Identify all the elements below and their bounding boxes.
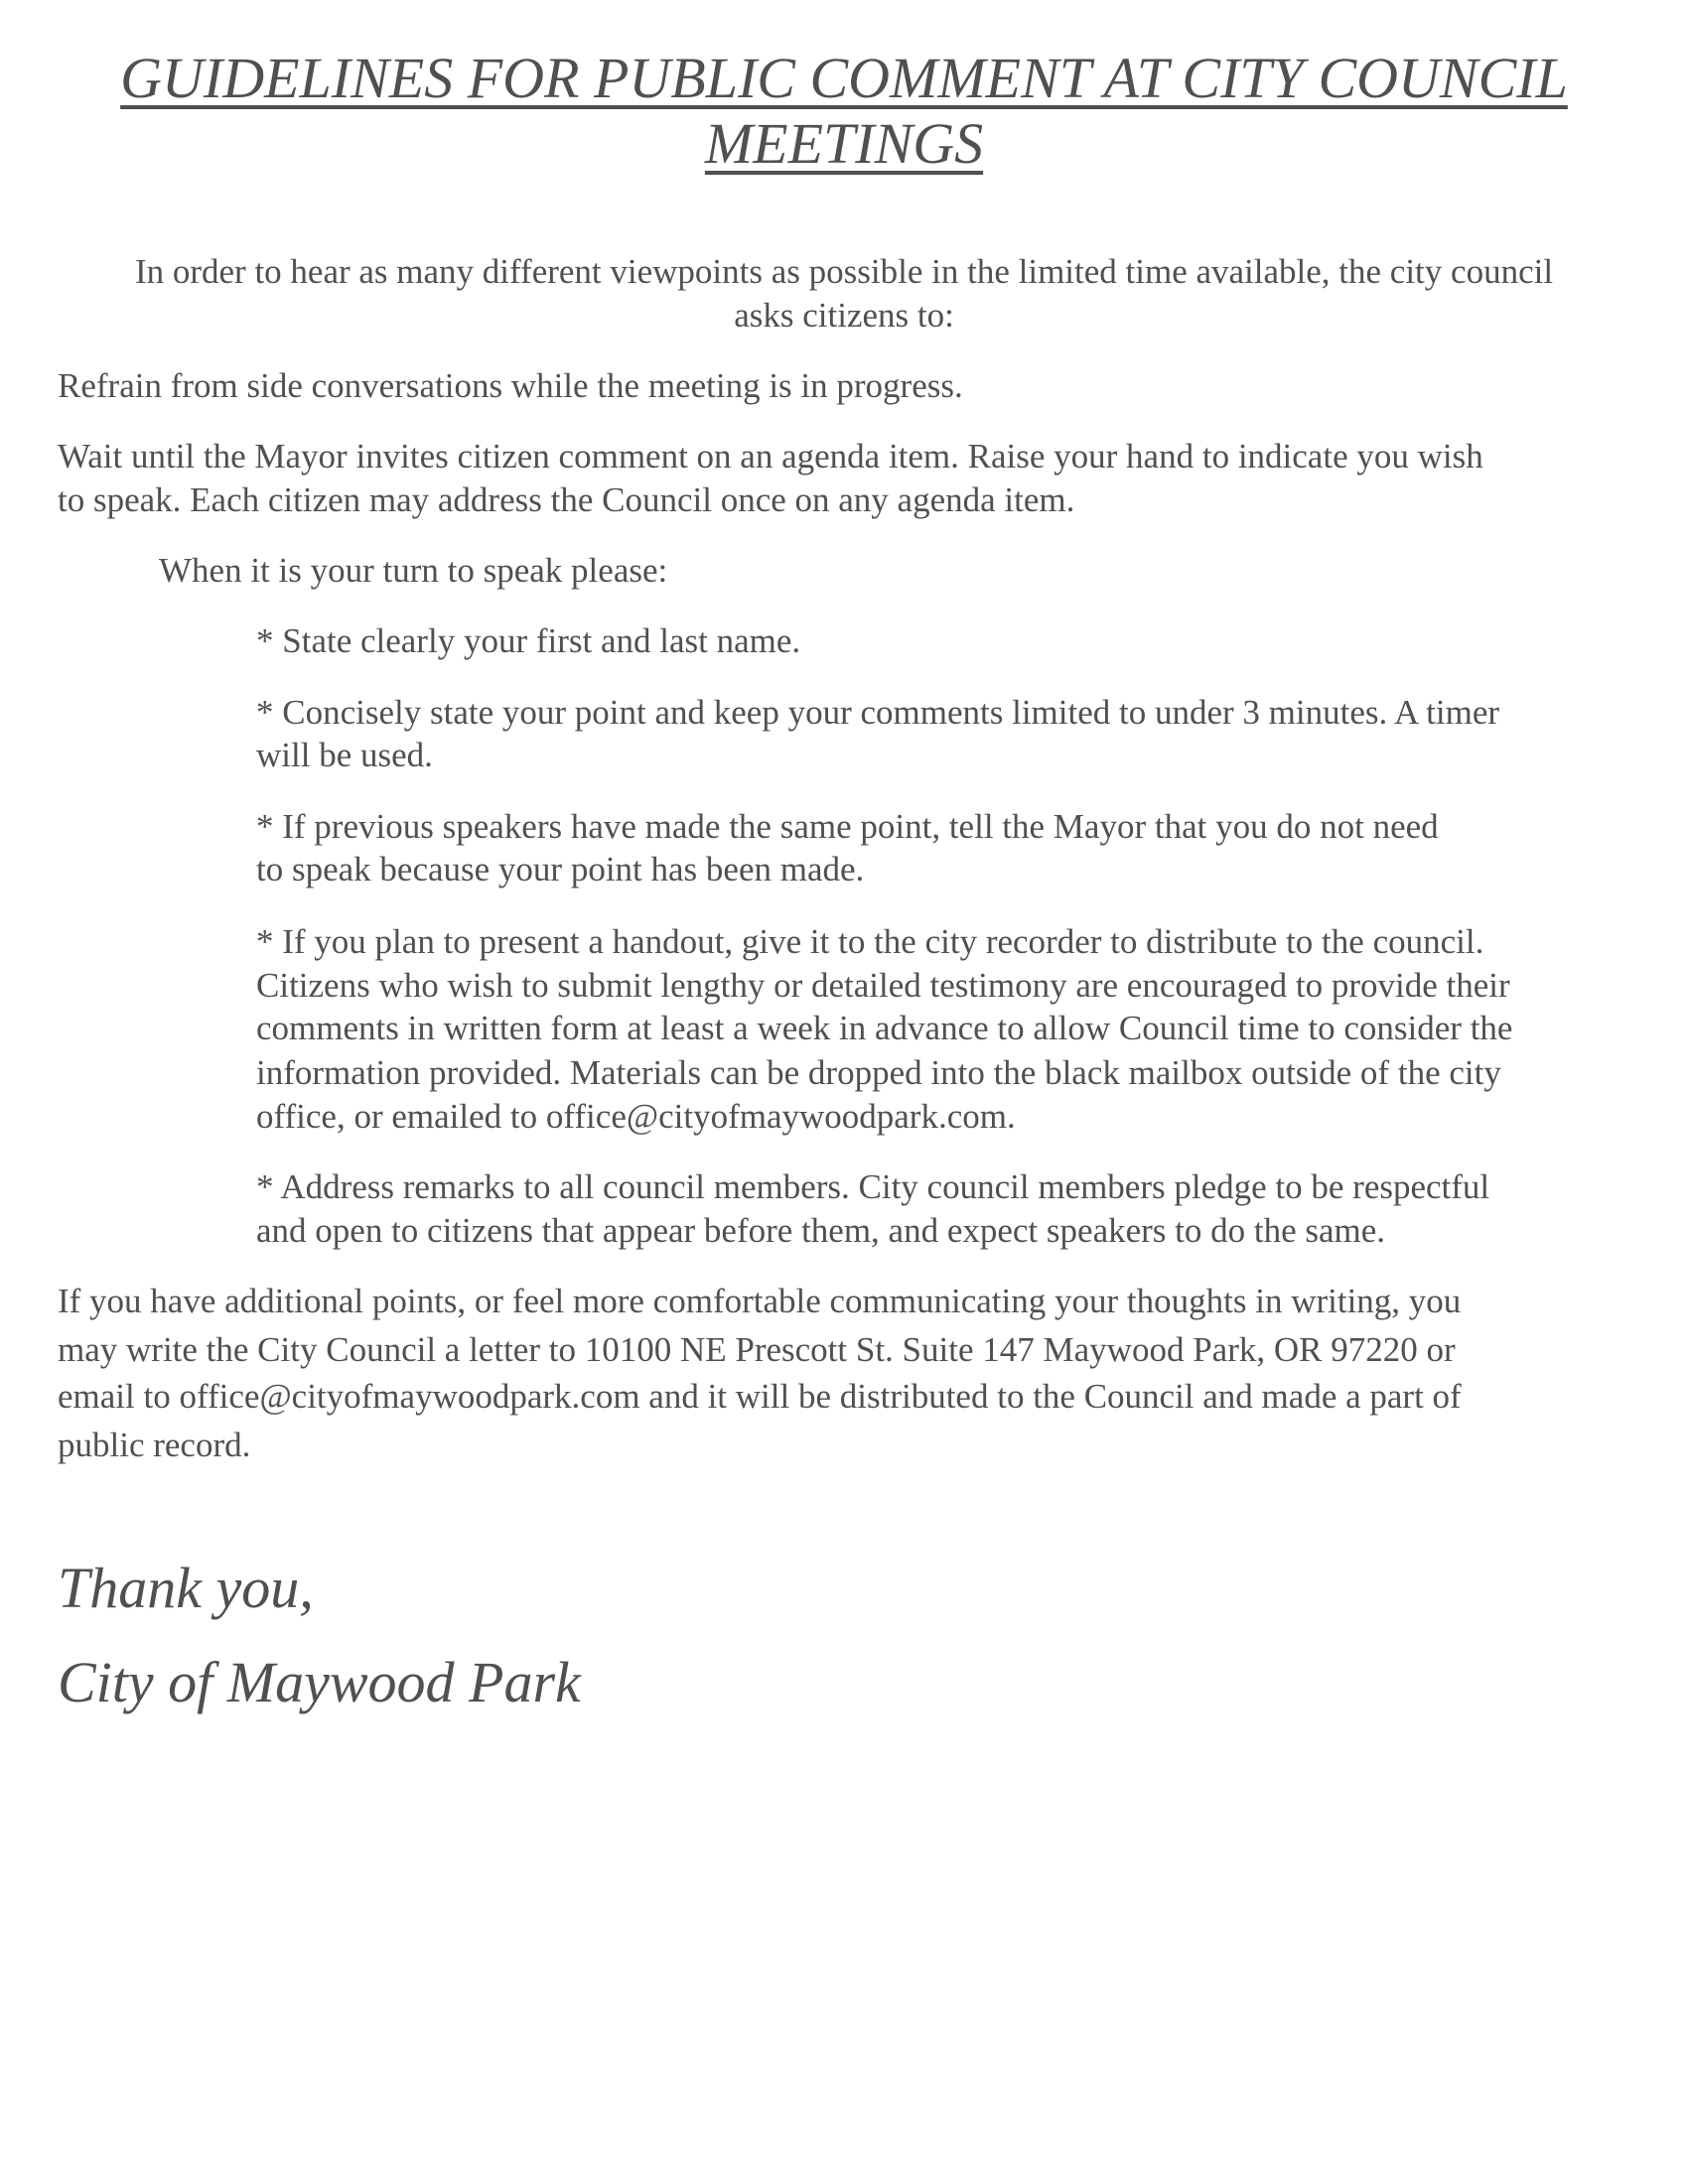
- signoff-thanks: Thank you,: [58, 1556, 314, 1620]
- signoff-organization: City of Maywood Park: [58, 1650, 581, 1714]
- bullet-address-remarks-line: * Address remarks to all council members. City council members pledge to be respectful: [256, 1167, 1490, 1206]
- bullet-concise-line: will be used.: [256, 736, 433, 774]
- wait-paragraph-line: Wait until the Mayor invites citizen comment on an agenda item. Raise your hand to indicate you wish: [58, 437, 1483, 476]
- closing-paragraph-line: public record.: [58, 1426, 251, 1464]
- page-title-line-2: MEETINGS: [704, 111, 984, 176]
- intro-line: In order to hear as many different viewpoints as possible in the limited time available, the city council: [134, 252, 1554, 291]
- closing-paragraph-line: may write the City Council a letter to 10100 NE Prescott St. Suite 147 Maywood Park, OR 97220 or: [58, 1330, 1456, 1369]
- bullet-concise-line: * Concisely state your point and keep your comments limited to under 3 minutes. A timer: [256, 693, 1500, 732]
- bullet-handout-line: comments in written form at least a week in advance to allow Council time to consider the: [256, 1009, 1513, 1047]
- closing-paragraph-line: If you have additional points, or feel more comfortable communicating your thoughts in writing, you: [58, 1282, 1462, 1320]
- wait-paragraph-line: to speak. Each citizen may address the Council once on any agenda item.: [58, 480, 1075, 519]
- bullet-handout-line: * If you plan to present a handout, give it to the city recorder to distribute to the council.: [256, 922, 1484, 961]
- bullet-handout-line: office, or emailed to office@cityofmaywoodpark.com.: [256, 1097, 1016, 1136]
- bullet-previous-speakers-line: * If previous speakers have made the same point, tell the Mayor that you do not need: [256, 807, 1439, 846]
- bullet-address-remarks-line: and open to citizens that appear before them, and expect speakers to do the same.: [256, 1211, 1386, 1250]
- intro-line: asks citizens to:: [734, 296, 954, 335]
- bullet-state-name: * State clearly your first and last name.: [256, 621, 801, 660]
- refrain-paragraph: Refrain from side conversations while the meeting is in progress.: [58, 366, 963, 405]
- page-title-line-1: GUIDELINES FOR PUBLIC COMMENT AT CITY COUNCIL: [120, 46, 1568, 110]
- closing-paragraph-line: email to office@cityofmaywoodpark.com and it will be distributed to the Council and made a part of: [58, 1377, 1462, 1416]
- bullet-previous-speakers-line: to speak because your point has been made.: [256, 850, 865, 888]
- when-to-speak-heading: When it is your turn to speak please:: [159, 551, 668, 590]
- bullet-handout-line: information provided. Materials can be dropped into the black mailbox outside of the city: [256, 1053, 1501, 1092]
- bullet-handout-line: Citizens who wish to submit lengthy or detailed testimony are encouraged to provide their: [256, 966, 1510, 1005]
